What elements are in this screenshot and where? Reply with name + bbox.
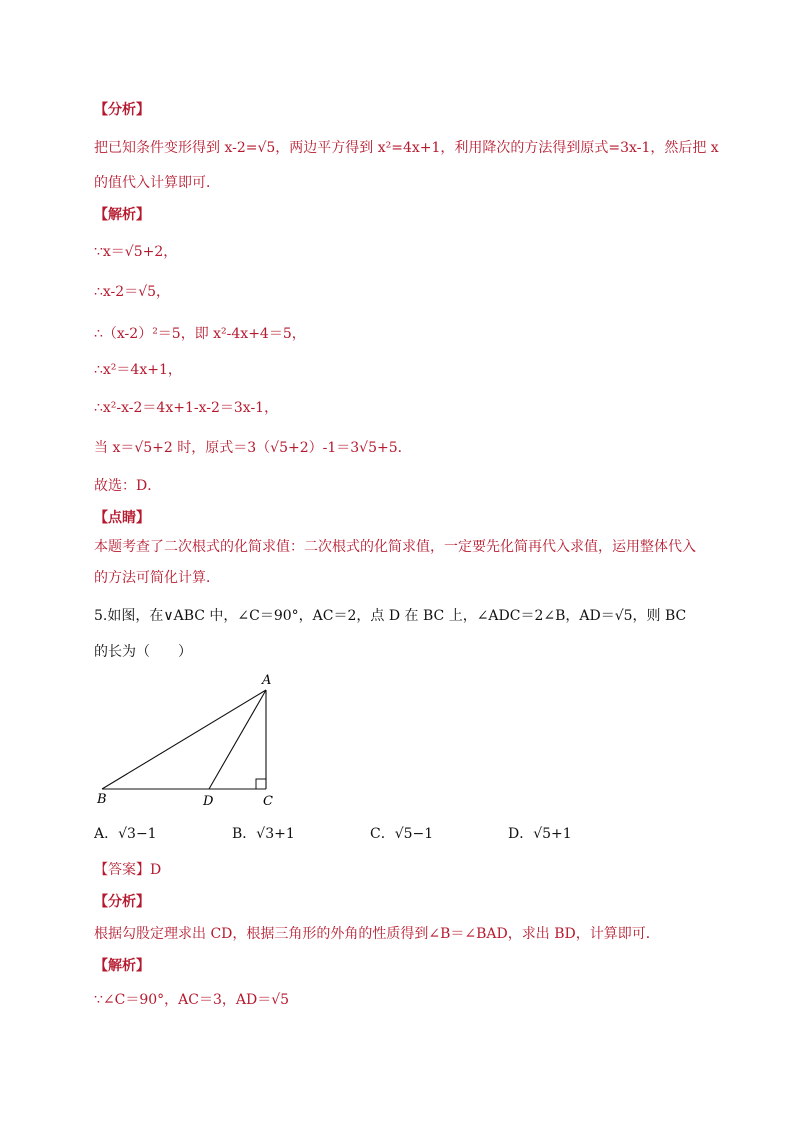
solution-step-7: 故选：D． — [94, 478, 162, 494]
solution-step-5: ∴x²-x-2＝4x+1-x-2＝3x-1， — [94, 400, 279, 416]
option-d[interactable]: D．√5+1 — [508, 826, 572, 842]
q5-analysis-line: 根据勾股定理求出 CD，根据三角形的外角的性质得到∠B＝∠BAD，求出 BD，计算即可． — [94, 926, 660, 942]
side-ab — [102, 690, 266, 789]
solution-step-1: ∵x＝√5+2， — [94, 244, 178, 260]
comment-header: 【点睛】 — [94, 510, 150, 526]
comment-line-1: 本题考查了二次根式的化简求值：二次根式的化简求值，一定要先化简再代入求值，运用整体代入 — [94, 539, 696, 555]
solution-step-2: ∴x-2＝√5， — [94, 284, 171, 300]
solution-step-6: 当 x＝√5+2 时，原式＝3（√5+2）-1＝3√5+5． — [94, 440, 412, 456]
option-a[interactable]: A．√3−1 — [94, 826, 157, 842]
point-d-label: D — [203, 794, 214, 809]
solution-step-4: ∴x²＝4x+1， — [94, 362, 182, 378]
solution-header: 【解析】 — [94, 207, 150, 223]
question-5-line-2: 的长为（ ） — [94, 644, 192, 660]
analysis-line-1: 把已知条件变形得到 x-2=√5，两边平方得到 x²=4x+1，利用降次的方法得到原式=3x-1，然后把 x — [94, 140, 719, 156]
option-c[interactable]: C．√5−1 — [370, 826, 434, 842]
analysis-line-2: 的值代入计算即可． — [94, 175, 220, 191]
vertex-b-label: B — [97, 792, 107, 807]
right-angle-mark — [256, 779, 266, 789]
solution-step-3: ∴（x-2）²＝5，即 x²-4x+4＝5， — [94, 326, 306, 342]
vertex-c-label: C — [263, 794, 273, 809]
answer-line: 【答案】D — [94, 862, 162, 878]
q5-solution-header: 【解析】 — [94, 958, 150, 974]
q5-solution-line: ∵∠C＝90°，AC＝3，AD＝√5 — [94, 992, 290, 1008]
q5-analysis-header: 【分析】 — [94, 894, 150, 910]
analysis-header: 【分析】 — [94, 102, 150, 118]
question-5-line-1: 5.如图，在∨ABC 中，∠C＝90°，AC＝2，点 D 在 BC 上，∠ADC＝2∠B，AD＝√5，则 BC — [94, 608, 687, 624]
vertex-a-label: A — [262, 673, 272, 688]
comment-line-2: 的方法可简化计算． — [94, 570, 220, 586]
triangle-figure — [90, 668, 290, 814]
segment-ad — [209, 690, 266, 789]
option-b[interactable]: B．√3+1 — [232, 826, 295, 842]
